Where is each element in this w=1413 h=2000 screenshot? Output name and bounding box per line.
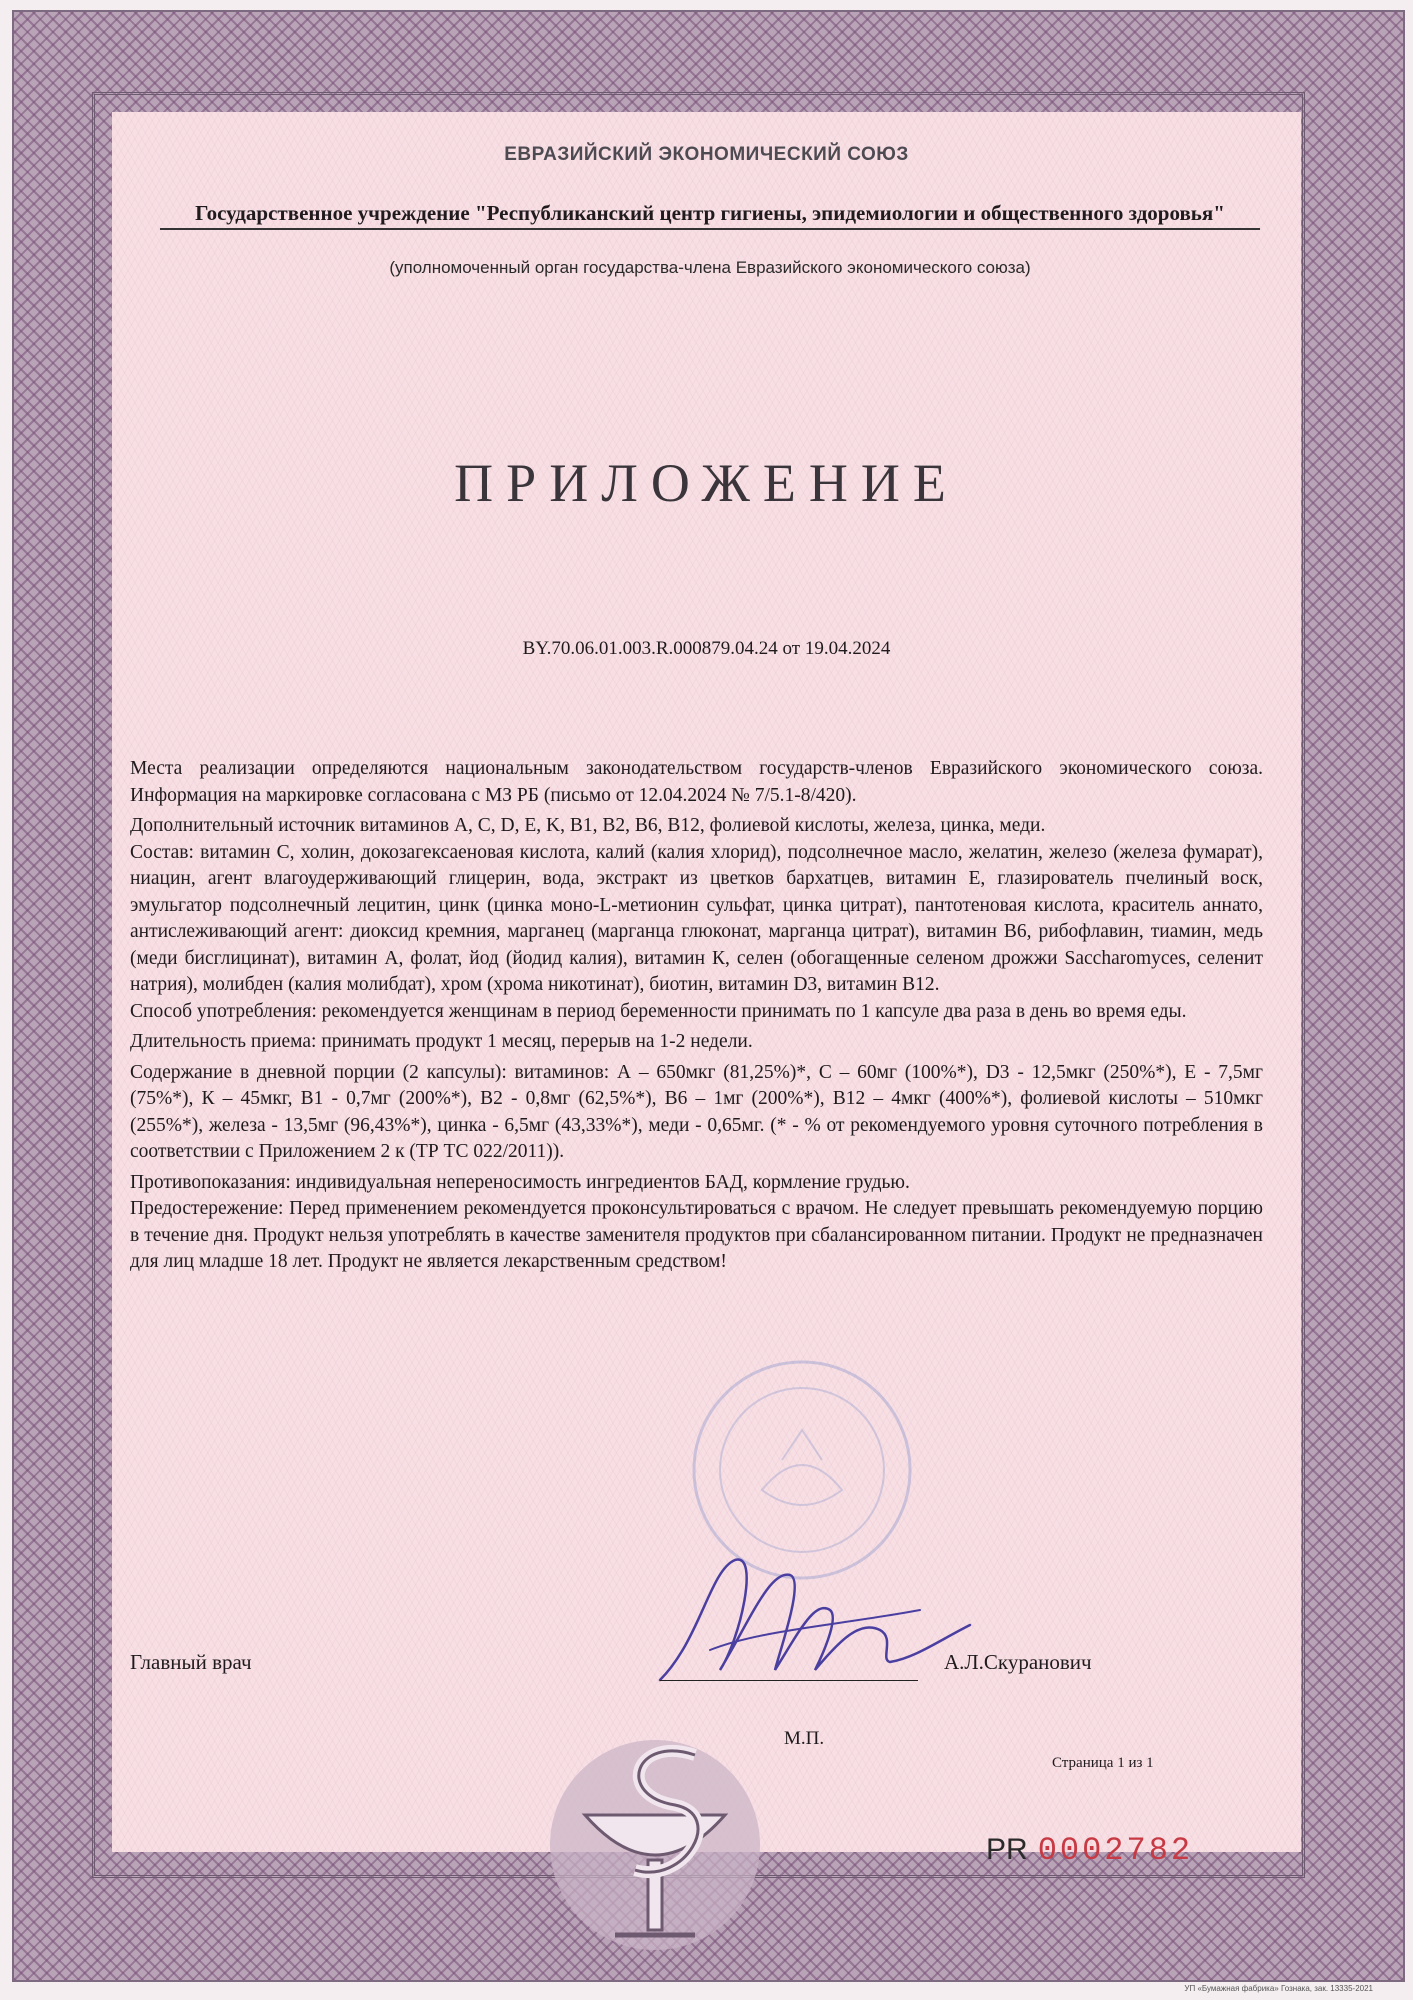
paragraph-warning: Предостережение: Перед применением рекомендуется проконсультироваться с врачом. Не следует превышать рекомендуемую порцию в течение дня. Продукт нельзя употреблять в качестве заменителя продуктов при сбалансированном питании. Продукт не предназначен для лиц младше 18 лет. Продукт не является лекарственным средством! [130,1198,1263,1272]
union-header: ЕВРАЗИЙСКИЙ ЭКОНОМИЧЕСКИЙ СОЮЗ [504,144,909,165]
signature-icon [640,1530,980,1710]
signatory-role: Главный врач [130,1650,252,1674]
printer-imprint: УП «Бумажная фабрика» Гознака, зак. 13335-2021 [1184,1984,1373,1993]
document-title: ПРИЛОЖЕНИЕ [454,453,959,513]
organization-name: Государственное учреждение "Республиканский центр гигиены, эпидемиологии и общественного здоровья" [160,200,1260,230]
serial-digits: 0002782 [1037,1832,1194,1869]
document-body [130,756,1263,1276]
serial-prefix: PR [986,1833,1028,1866]
paragraph-content: Содержание в дневной порции (2 капсулы): витаминов: А – 650мкг (81,25%)*, С – 60мг (100%*), D3 - 12,5мкг (250%*), Е - 7,5мг (75%*), К – 45мкг, В1 - 0,7мг (200%*), В2 - 0,8мг (62,5%*), В6 – 1мг (200%*), В12 – 4мкг (400%*), фолиевой кислоты – 510мкг (255%*), железа - 13,5мг (96,43%*), цинка - 6,5мг (43,33%*), меди - 0,65мг. (* - % от рекомендуемого уровня суточного потребления в соответствии с Приложением 2 к (ТР ТС 022/2011)). [130,1061,1263,1162]
seal-place-label: М.П. [784,1728,825,1749]
page-number: Страница 1 из 1 [1052,1755,1154,1771]
signature-line [660,1680,918,1681]
bowl-of-hygieia-icon [545,1695,765,1955]
paragraph-contraindications: Противопоказания: индивидуальная непереносимость ингредиентов БАД, кормление грудью. [130,1171,910,1193]
paragraph-usage: Способ употребления: рекомендуется женщинам в период беременности принимать по 1 капсуле два раза в день во время еды. [130,1000,1187,1022]
organization-note: (уполномоченный орган государства-члена Евразийского экономического союза) [389,258,1031,277]
paragraph-sales: Места реализации определяются национальным законодательством государств-членов Евразийского экономического союза. Информация на маркировке согласована с МЗ РБ (письмо от 12.04.2024 № 7/5.1-8/420). [130,758,1263,806]
signatory-name: А.Л.Скуранович [944,1650,1092,1674]
serial-number [986,1832,1193,1869]
paragraph-source: Дополнительный источник витаминов A, C, D, E, K, B1, B2, B6, B12, фолиевой кислоты, железа, цинка, меди. [130,815,1046,836]
paragraph-duration: Длительность приема: принимать продукт 1 месяц, перерыв на 1-2 недели. [130,1031,753,1052]
registration-number: BY.70.06.01.003.R.000879.04.24 от 19.04.2024 [522,638,891,659]
paragraph-composition: Состав: витамин С, холин, докозагексаеновая кислота, калий (калия хлорид), подсолнечное масло, желатин, железо (железа фумарат), ниацин, агент влагоудерживающий глицерин, вода, экстракт из цветков бархатцев, витамин Е, глазирователь пчелиный воск, эмульгатор подсолнечный лецитин, цинк (цинка моно-L-метионин сульфат, цинка цитрат), пантотеновая кислота, краситель аннато, антислеживающий агент: диоксид кремния, марганец (марганца глюконат, марганца цитрат), витамин В6, рибофлавин, тиамин, медь (меди бисглицинат), витамин А, фолат, йод (йодид калия), витамин К, селен (обогащенные селеном дрожжи Saccharomyces, селенит натрия), молибден (калия молибдат), хром (хрома никотинат), биотин, витамин D3, витамин B12. [130,841,1263,995]
